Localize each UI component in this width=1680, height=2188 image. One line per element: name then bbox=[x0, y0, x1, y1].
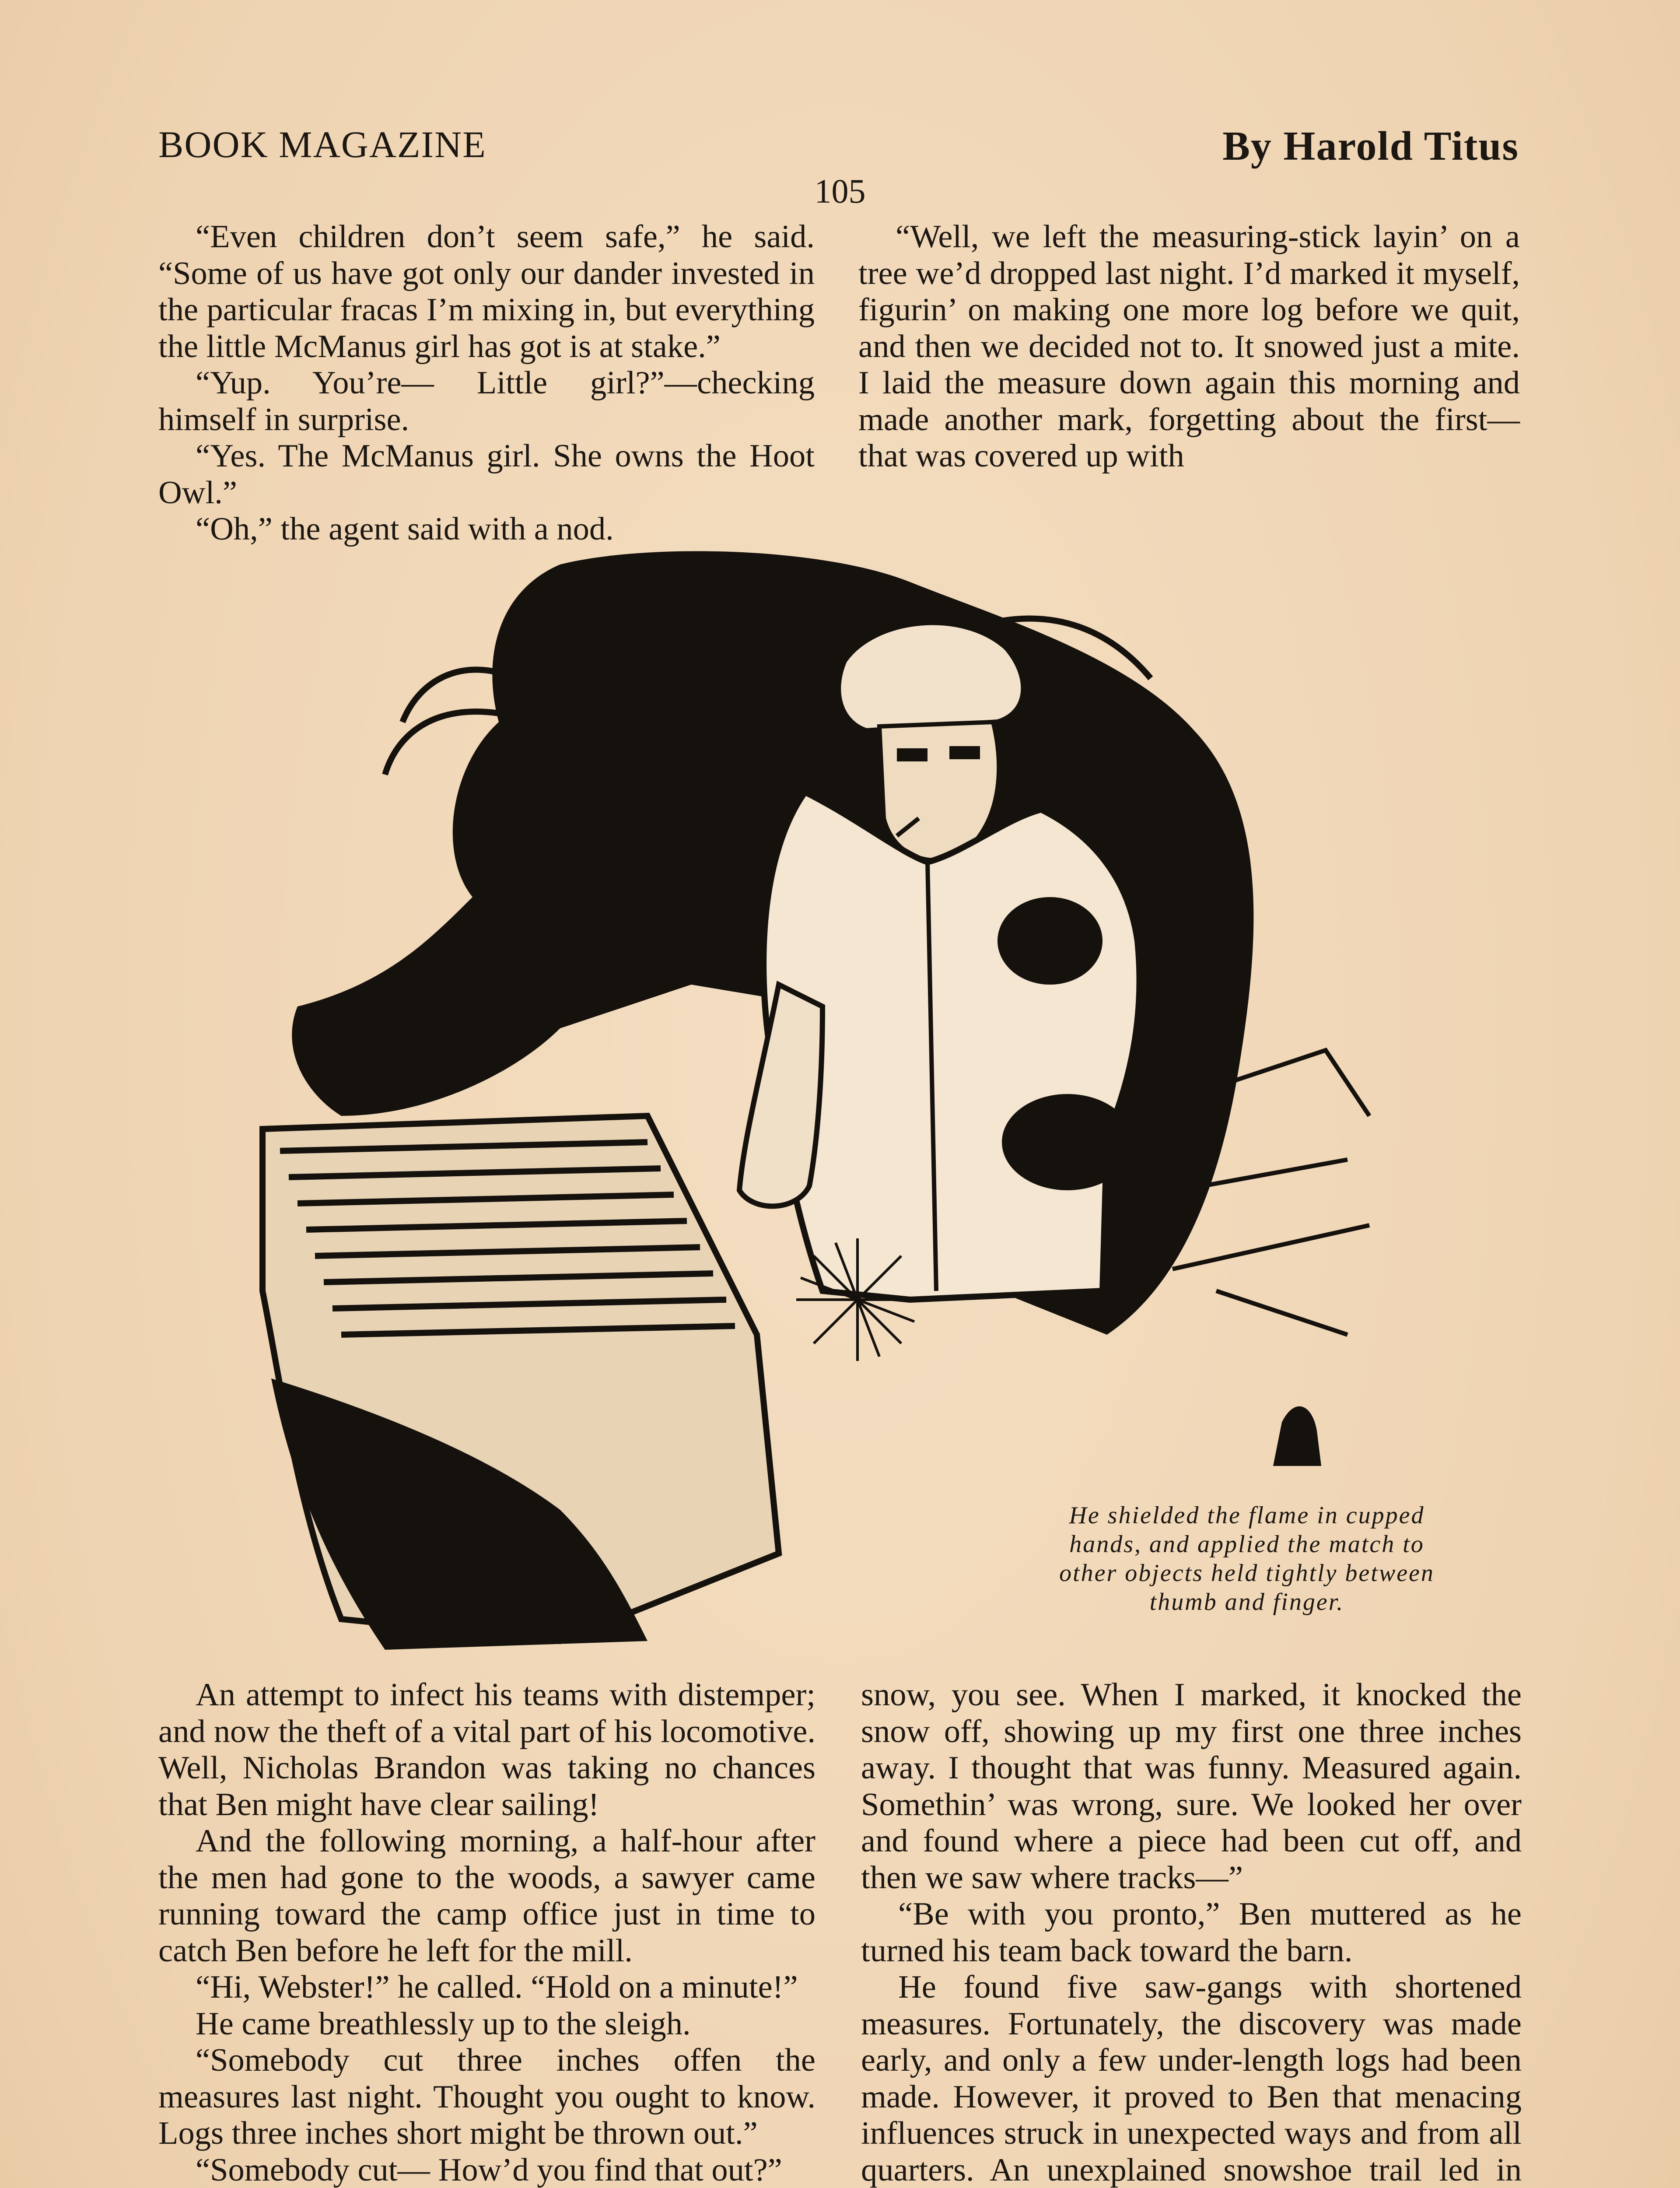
illustration bbox=[254, 547, 1444, 1667]
right-column-bottom bbox=[861, 1677, 1522, 2188]
illustration-caption: He shielded the flame in cupped hands, and applied the match to other objects held tightly between thumb and finger. bbox=[1059, 1502, 1435, 1616]
paragraph: He came breathlessly up to the sleigh. bbox=[196, 2006, 691, 2042]
left-column-top bbox=[158, 219, 815, 548]
magazine-title: BOOK MAGAZINE bbox=[158, 123, 486, 165]
paragraph: “Oh,” the agent said with a nod. bbox=[196, 511, 614, 547]
author-byline: By Harold Titus bbox=[1222, 123, 1519, 169]
paragraph: “Yes. The McManus girl. She owns the Hoot Owl.” bbox=[158, 438, 815, 511]
right-column-top bbox=[858, 219, 1520, 475]
page-number: 105 bbox=[814, 172, 866, 210]
paragraph: “Somebody cut three inches offen the measures last night. Thought you ought to know. Logs three inches short might be thrown out.” bbox=[158, 2042, 816, 2151]
paragraph: “Yup. You’re— Little girl?”—checking himself in surprise. bbox=[158, 365, 815, 438]
left-column-bottom bbox=[158, 1677, 816, 2188]
paragraph: “Hi, Webster!” he called. “Hold on a minute!” bbox=[196, 1969, 798, 2005]
paragraph: An attempt to infect his teams with distemper; and now the theft of a vital part of his locomotive. Well, Nicholas Brandon was taking no chances that Ben might have clear sailing! bbox=[158, 1677, 816, 1823]
paragraph: And the following morning, a half-hour after the men had gone to the woods, a sawyer came running toward the camp office just in time to catch Ben before he left for the mill. bbox=[158, 1823, 816, 1969]
paragraph: He found five saw-gangs with shortened measures. Fortunately, the discovery was made early, and only a few under-length logs had been made. However, it proved to Ben that menacing influences struck in unexpected ways and from all quarters. An unexplained snowshoe trail led in bbox=[861, 1969, 1522, 2188]
paragraph: “Somebody cut— How’d you find that out?” bbox=[196, 2152, 782, 2188]
paragraph: snow, you see. When I marked, it knocked the snow off, showing up my first one three inches away. I thought that was funny. Measured again. Somethin’ was wrong, sure. We looked her over and found where a piece had been cut off, and then we saw where tracks—” bbox=[861, 1677, 1522, 1896]
paragraph: “Be with you pronto,” Ben muttered as he turned his team back toward the barn. bbox=[861, 1896, 1522, 1969]
paragraph: “Even children don’t seem safe,” he said. “Some of us have got only our dander invested in the particular fracas I’m mixing in, but everything the little McManus girl has got is at stake.” bbox=[158, 219, 815, 365]
paragraph: “Well, we left the measuring-stick layin’ on a tree we’d dropped last night. I’d marked it myself, figurin’ on making one more log before we quit, and then we decided not to. It snowed just a mite. I laid the measure down again this morning and made another mark, forgetting about the first—that was covered up with bbox=[858, 219, 1520, 474]
